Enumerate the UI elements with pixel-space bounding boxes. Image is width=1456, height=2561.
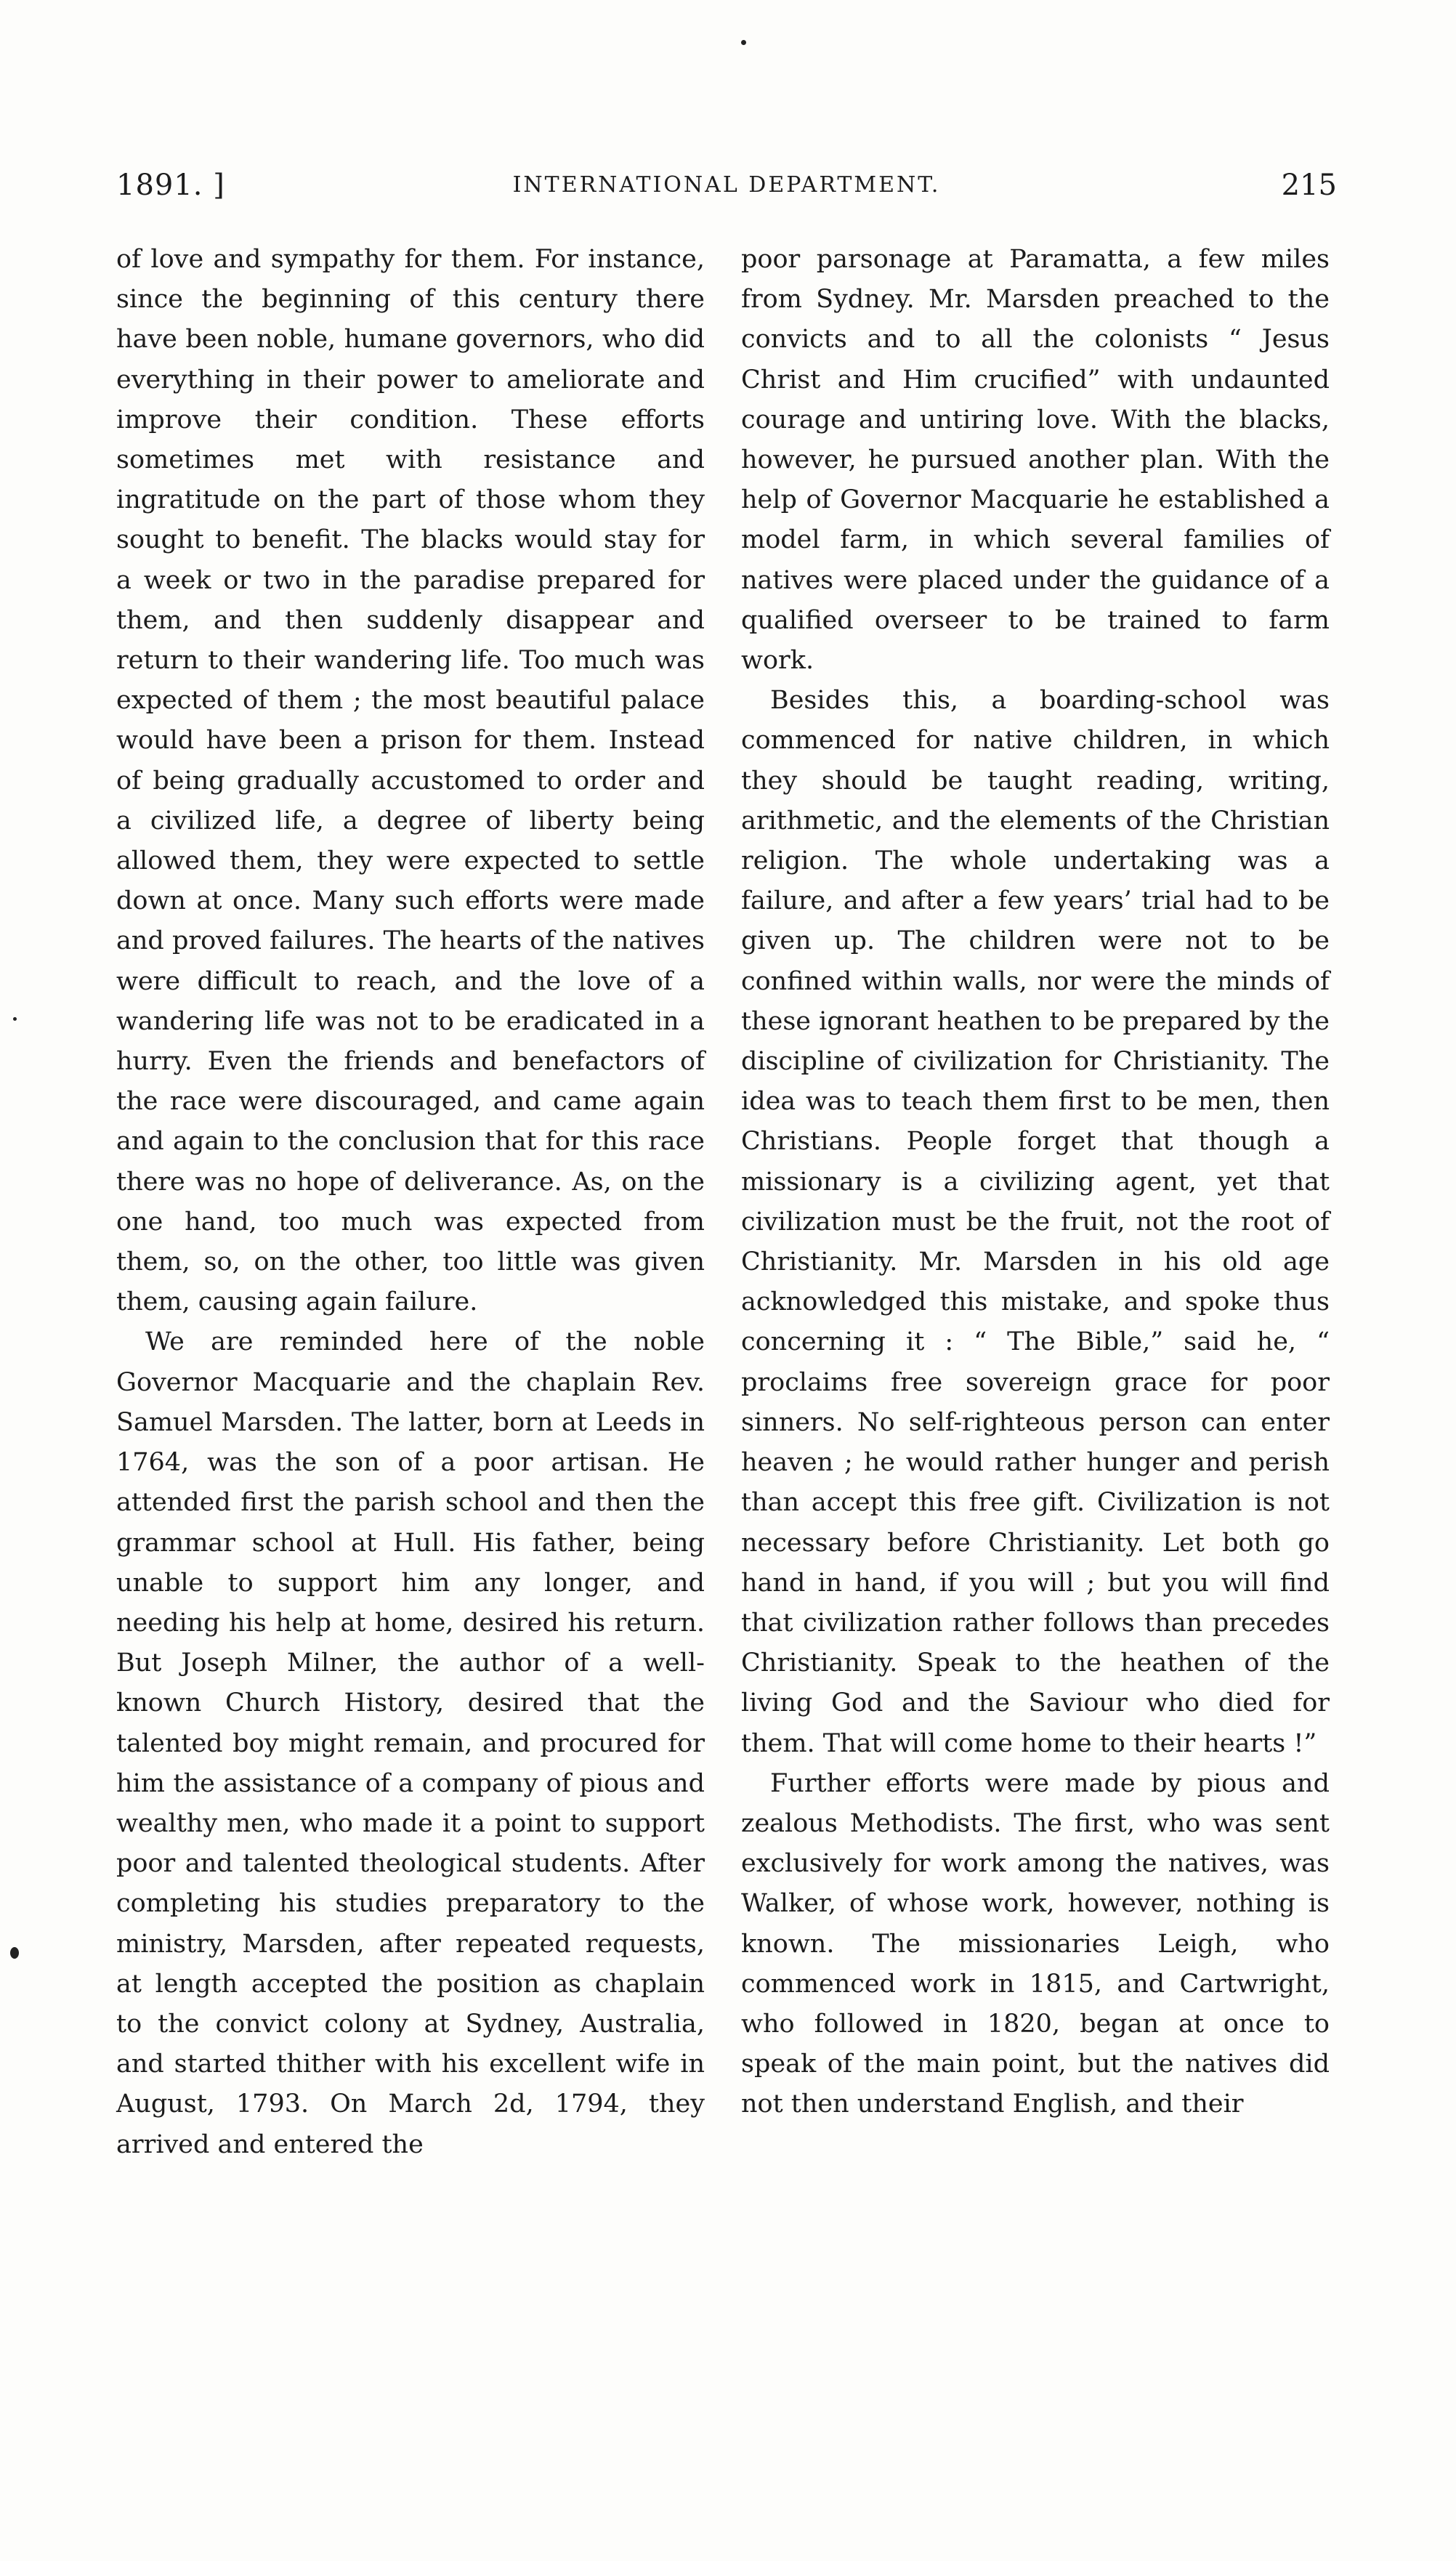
paragraph: Besides this, a boarding-school was commenced for native children, in which they should be taught reading, writing, arithmetic, and the elements of the Christian religion. The whole undertaking was a failure, and after a few years’ trial had to be given up. The children were not to be confined within walls, nor were the minds of these ignorant heathen to be prepared by the discipline of civilization for Christianity. The idea was to teach them first to be men, then Christians. People forget that though a missionary is a civilizing agent, yet that civilization must be the fruit, not the root of Christianity. Mr. Marsden in his old age acknowledged this mistake, and spoke thus concerning it : “ The Bible,” said he, “ proclaims free sovereign grace for poor sinners. No self-righteous person can enter heaven ; he would rather hunger and perish than accept this free gift. Civilization is not necessary before Christianity. Let both go hand in hand, if you will ; but you will find that civilization rather follows than precedes Christianity. Speak to the heathen of the living God and the Saviour who died for them. That will come home to their hearts !”	[741, 686, 1330, 1758]
right-column	[741, 240, 1330, 2419]
paragraph: We are reminded here of the noble Governor Macquarie and the chaplain Rev. Samuel Marsden. The latter, born at Leeds in 1764, was the son of a poor artisan. He attended first the parish school and then the grammar school at Hull. His father, being unable to support him any longer, and needing his help at home, desired his return. But Joseph Milner, the author of a well-known Church History, desired that the talented boy might remain, and procured for him the assistance of a company of pious and wealthy men, who made it a point to support poor and talented theological students. After completing his studies preparatory to the ministry, Marsden, after repeated requests, at length accepted the position as chaplain to the convict colony at Sydney, Australia, and started thither with his excellent wife in August, 1793. On March 2d, 1794, they arrived and entered the	[116, 1327, 705, 2159]
header-title: INTERNATIONAL DEPARTMENT.	[512, 172, 941, 198]
scan-speck	[13, 1017, 17, 1021]
paragraph: poor parsonage at Paramatta, a few miles from Sydney. Mr. Marsden preached to the convicts and to all the colonists “ Jesus Christ and Him crucified” with undaunted courage and untiring love. With the blacks, however, he pursued another plan. With the help of Governor Macquarie he established a model farm, in which several families of natives were placed under the guidance of a qualified overseer to be trained to farm work.	[741, 245, 1330, 676]
paragraph: of love and sympathy for them. For instance, since the beginning of this century there have been noble, humane governors, who did everything in their power to ameliorate and improve their condition. These efforts sometimes met with resistance and ingratitude on the part of those whom they sought to benefit. The blacks would stay for a week or two in the paradise prepared for them, and then suddenly disappear and return to their wandering life. Too much was expected of them ; the most beautiful palace would have been a prison for them. Instead of being gradually accustomed to order and a civilized life, a degree of liberty being allowed them, they were expected to settle down at once. Many such efforts were made and proved failures. The hearts of the natives were difficult to reach, and the love of a wandering life was not to be eradicated in a hurry. Even the friends and benefactors of the race were discouraged, and came again and again to the conclusion that for this race there was no hope of deliverance. As, on the one hand, too much was expected from them, so, on the other, too little was given them, causing again failure.	[116, 245, 705, 1317]
running-header	[116, 163, 1337, 207]
paragraph: Further efforts were made by pious and zealous Methodists. The first, who was sent exclusively for work among the natives, was Walker, of whose work, however, nothing is known. The missionaries Leigh, who commenced work in 1815, and Cartwright, who followed in 1820, began at once to speak of the main point, but the natives did not then understand English, and their	[741, 1768, 1330, 2119]
scan-speck	[10, 1947, 19, 1959]
scan-speck	[741, 40, 746, 45]
header-year: 1891. ]	[116, 169, 225, 202]
left-column	[116, 240, 705, 2419]
page-number: 215	[1281, 169, 1337, 202]
